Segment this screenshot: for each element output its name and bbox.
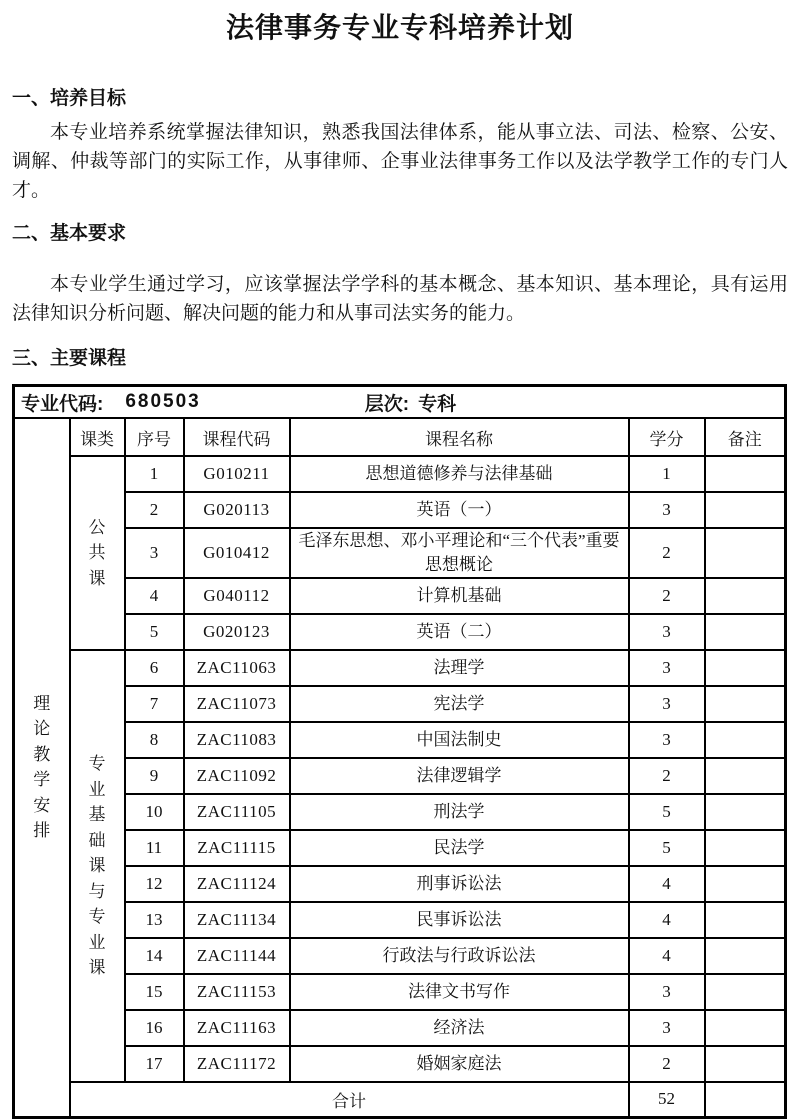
course-code-cell: ZAC11134 bbox=[184, 902, 290, 938]
course-credits-cell: 5 bbox=[629, 794, 705, 830]
course-name-cell: 英语（二） bbox=[290, 614, 629, 650]
course-no-cell: 4 bbox=[125, 578, 184, 614]
category-cell bbox=[70, 650, 125, 1082]
table-row bbox=[14, 578, 786, 614]
course-credits-cell: 3 bbox=[629, 492, 705, 528]
table-row bbox=[14, 722, 786, 758]
major-code-value: 680503 bbox=[125, 391, 201, 412]
course-note-cell bbox=[705, 686, 786, 722]
page-title: 法律事务专业专科培养计划 bbox=[225, 12, 574, 43]
side-label-cell bbox=[14, 418, 70, 1117]
course-code-cell: ZAC11063 bbox=[184, 650, 290, 686]
section-body-objectives: 本专业培养系统掌握法律知识，熟悉我国法律体系，能从事立法、司法、检察、公安、调解、仲裁等部门的实际工作，从事律师、企事业法律事务工作以及法学教学工作的专门人才。 bbox=[12, 122, 788, 201]
col-header-no: 序号 bbox=[125, 418, 184, 456]
course-credits-cell: 2 bbox=[629, 758, 705, 794]
table-row bbox=[14, 456, 786, 492]
course-note-cell bbox=[705, 614, 786, 650]
course-note-cell bbox=[705, 722, 786, 758]
course-code-cell: ZAC11144 bbox=[184, 938, 290, 974]
course-note-cell bbox=[705, 578, 786, 614]
course-no-cell: 17 bbox=[125, 1046, 184, 1082]
course-name-cell: 计算机基础 bbox=[290, 578, 629, 614]
meta-cell bbox=[14, 386, 786, 419]
table-total-row bbox=[14, 1082, 786, 1117]
course-note-cell bbox=[705, 938, 786, 974]
side-label: 理论教学安排 bbox=[33, 693, 51, 841]
course-note-cell bbox=[705, 650, 786, 686]
course-code-cell: ZAC11163 bbox=[184, 1010, 290, 1046]
course-name-cell: 思想道德修养与法律基础 bbox=[290, 456, 629, 492]
course-note-cell bbox=[705, 492, 786, 528]
category-label: 公共课 bbox=[88, 517, 106, 588]
course-code-cell: ZAC11092 bbox=[184, 758, 290, 794]
course-name-cell: 刑法学 bbox=[290, 794, 629, 830]
course-note-cell bbox=[705, 974, 786, 1010]
course-credits-cell: 4 bbox=[629, 866, 705, 902]
course-no-cell: 13 bbox=[125, 902, 184, 938]
total-credits-cell: 52 bbox=[629, 1082, 705, 1117]
course-no-cell: 15 bbox=[125, 974, 184, 1010]
course-code-cell: ZAC11105 bbox=[184, 794, 290, 830]
course-note-cell bbox=[705, 794, 786, 830]
table-row bbox=[14, 794, 786, 830]
course-credits-cell: 1 bbox=[629, 456, 705, 492]
document-page bbox=[0, 10, 800, 1111]
course-code-cell: G010211 bbox=[184, 456, 290, 492]
major-code-label: 专业代码: bbox=[21, 393, 104, 415]
table-row bbox=[14, 938, 786, 974]
course-code-cell: ZAC11115 bbox=[184, 830, 290, 866]
course-code-cell: ZAC11153 bbox=[184, 974, 290, 1010]
course-note-cell bbox=[705, 830, 786, 866]
course-credits-cell: 4 bbox=[629, 902, 705, 938]
course-code-cell: G010412 bbox=[184, 528, 290, 578]
course-note-cell bbox=[705, 528, 786, 578]
course-code-cell: G040112 bbox=[184, 578, 290, 614]
course-code-cell: G020123 bbox=[184, 614, 290, 650]
table-row bbox=[14, 974, 786, 1010]
course-no-cell: 9 bbox=[125, 758, 184, 794]
course-no-cell: 6 bbox=[125, 650, 184, 686]
course-credits-cell: 3 bbox=[629, 650, 705, 686]
total-note-cell bbox=[705, 1082, 786, 1117]
course-no-cell: 12 bbox=[125, 866, 184, 902]
course-code-cell: ZAC11083 bbox=[184, 722, 290, 758]
course-name-cell: 经济法 bbox=[290, 1010, 629, 1046]
table-meta-row bbox=[14, 386, 786, 419]
course-no-cell: 11 bbox=[125, 830, 184, 866]
course-name-cell: 中国法制史 bbox=[290, 722, 629, 758]
course-no-cell: 5 bbox=[125, 614, 184, 650]
course-note-cell bbox=[705, 902, 786, 938]
course-name-cell: 英语（一） bbox=[290, 492, 629, 528]
level-label: 层次: bbox=[364, 393, 410, 415]
course-name-cell: 法律逻辑学 bbox=[290, 758, 629, 794]
course-code-cell: ZAC11124 bbox=[184, 866, 290, 902]
course-credits-cell: 3 bbox=[629, 614, 705, 650]
course-no-cell: 3 bbox=[125, 528, 184, 578]
course-code-cell: G020113 bbox=[184, 492, 290, 528]
total-label-cell: 合计 bbox=[70, 1082, 629, 1117]
col-header-name: 课程名称 bbox=[290, 418, 629, 456]
course-no-cell: 8 bbox=[125, 722, 184, 758]
course-name-cell: 行政法与行政诉讼法 bbox=[290, 938, 629, 974]
section-heading-courses: 三、主要课程 bbox=[12, 348, 127, 369]
course-credits-cell: 2 bbox=[629, 578, 705, 614]
table-row bbox=[14, 1046, 786, 1082]
course-name-cell: 民事诉讼法 bbox=[290, 902, 629, 938]
course-note-cell bbox=[705, 456, 786, 492]
col-header-note: 备注 bbox=[705, 418, 786, 456]
course-credits-cell: 2 bbox=[629, 528, 705, 578]
table-row bbox=[14, 614, 786, 650]
course-name-cell: 刑事诉讼法 bbox=[290, 866, 629, 902]
course-note-cell bbox=[705, 866, 786, 902]
course-no-cell: 10 bbox=[125, 794, 184, 830]
course-name-cell: 婚姻家庭法 bbox=[290, 1046, 629, 1082]
category-cell bbox=[70, 456, 125, 650]
course-table bbox=[12, 384, 787, 1119]
table-row bbox=[14, 492, 786, 528]
table-row bbox=[14, 758, 786, 794]
course-code-cell: ZAC11172 bbox=[184, 1046, 290, 1082]
section-heading-objectives: 一、培养目标 bbox=[12, 88, 127, 109]
course-credits-cell: 3 bbox=[629, 974, 705, 1010]
course-code-cell: ZAC11073 bbox=[184, 686, 290, 722]
course-note-cell bbox=[705, 758, 786, 794]
col-header-code: 课程代码 bbox=[184, 418, 290, 456]
table-row bbox=[14, 830, 786, 866]
course-name-cell: 法律文书写作 bbox=[290, 974, 629, 1010]
course-name-cell: 宪法学 bbox=[290, 686, 629, 722]
course-note-cell bbox=[705, 1010, 786, 1046]
table-row bbox=[14, 866, 786, 902]
course-credits-cell: 3 bbox=[629, 1010, 705, 1046]
table-row bbox=[14, 686, 786, 722]
course-name-cell: 毛泽东思想、邓小平理论和“三个代表”重要思想概论 bbox=[290, 528, 629, 578]
table-row bbox=[14, 528, 786, 578]
section-heading-requirements: 二、基本要求 bbox=[12, 223, 127, 244]
col-header-credits: 学分 bbox=[629, 418, 705, 456]
course-credits-cell: 3 bbox=[629, 722, 705, 758]
course-credits-cell: 2 bbox=[629, 1046, 705, 1082]
course-credits-cell: 4 bbox=[629, 938, 705, 974]
course-name-cell: 民法学 bbox=[290, 830, 629, 866]
course-note-cell bbox=[705, 1046, 786, 1082]
course-credits-cell: 5 bbox=[629, 830, 705, 866]
course-credits-cell: 3 bbox=[629, 686, 705, 722]
course-no-cell: 16 bbox=[125, 1010, 184, 1046]
table-row bbox=[14, 650, 786, 686]
level-value: 专科 bbox=[418, 393, 457, 415]
course-no-cell: 2 bbox=[125, 492, 184, 528]
table-header-row bbox=[14, 418, 786, 456]
course-no-cell: 14 bbox=[125, 938, 184, 974]
table-row bbox=[14, 1010, 786, 1046]
col-header-category: 课类 bbox=[70, 418, 125, 456]
section-body-requirements: 本专业学生通过学习，应该掌握法学学科的基本概念、基本知识、基本理论，具有运用法律知识分析问题、解决问题的能力和从事司法实务的能力。 bbox=[12, 274, 788, 324]
course-table-body bbox=[14, 386, 786, 1118]
course-no-cell: 7 bbox=[125, 686, 184, 722]
course-name-cell: 法理学 bbox=[290, 650, 629, 686]
course-no-cell: 1 bbox=[125, 456, 184, 492]
category-label: 专业基础课与专业课 bbox=[88, 754, 106, 978]
table-row bbox=[14, 902, 786, 938]
